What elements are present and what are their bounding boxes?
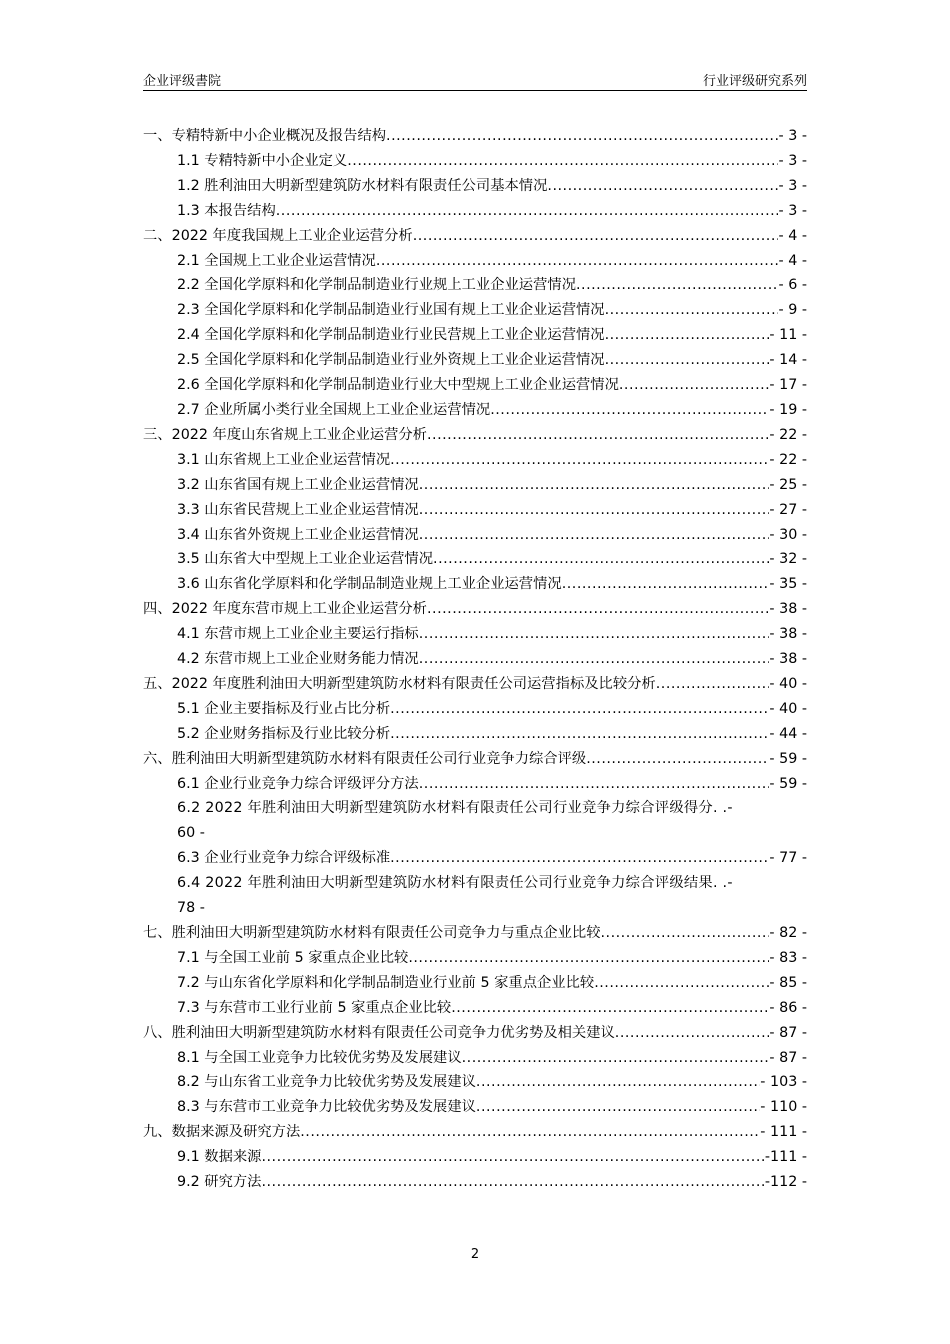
toc-section[interactable] <box>143 647 807 672</box>
toc-section[interactable] <box>143 1170 807 1195</box>
toc-entry-title: 6.3 企业行业竞争力综合评级标准 <box>177 850 391 867</box>
toc-entry-page: - 4 - <box>778 252 807 269</box>
toc-section[interactable] <box>143 273 807 298</box>
toc-section[interactable] <box>143 722 807 747</box>
toc-entry-page: - 19 - <box>769 401 807 418</box>
toc-entry-page: - 38 - <box>769 601 807 618</box>
toc-entry-title: 3.2 山东省国有规上工业企业运营情况 <box>177 476 419 493</box>
toc-section[interactable] <box>143 1070 807 1095</box>
toc-entry-title: 6.2 2022 年胜利油田大明新型建筑防水材料有限责任公司行业竞争力综合评级得分. .- <box>177 800 733 817</box>
toc-section[interactable] <box>143 323 807 348</box>
toc-entry-page: - 14 - <box>769 352 807 369</box>
toc-section[interactable] <box>143 1046 807 1071</box>
toc-entry-page: -111 - <box>764 1149 807 1166</box>
toc-dot-leader <box>419 772 770 797</box>
toc-chapter[interactable] <box>143 124 807 149</box>
toc-dot-leader <box>594 971 769 996</box>
toc-entry-page: - 6 - <box>778 277 807 294</box>
toc-entry-title: 1.1 专精特新中小企业定义 <box>177 152 348 169</box>
toc-chapter[interactable] <box>143 921 807 946</box>
toc-section[interactable] <box>143 249 807 274</box>
toc-chapter[interactable] <box>143 423 807 448</box>
header-series: 行业评级研究系列 <box>702 74 807 89</box>
toc-dot-leader <box>605 298 779 323</box>
toc-dot-leader <box>419 622 770 647</box>
toc-dot-leader <box>390 448 769 473</box>
toc-entry-title: 一、专精特新中小企业概况及报告结构 <box>143 128 387 144</box>
toc-chapter[interactable] <box>143 747 807 772</box>
toc-entry-title: 三、2022 年度山东省规上工业企业运营分析 <box>143 426 427 443</box>
toc-section[interactable] <box>143 448 807 473</box>
toc-section[interactable] <box>143 547 807 572</box>
toc-entry-page: - 22 - <box>769 451 807 468</box>
toc-entry-title: 3.1 山东省规上工业企业运营情况 <box>177 451 391 468</box>
toc-entry-title: 3.6 山东省化学原料和化学制品制造业规上工业企业运营情况 <box>177 576 562 593</box>
toc-entry-title: 4.1 东营市规上工业企业主要运行指标 <box>177 626 419 643</box>
toc-dot-leader <box>462 1046 770 1071</box>
toc-chapter[interactable] <box>143 1021 807 1046</box>
toc-entry-title: 八、胜利油田大明新型建筑防水材料有限责任公司竞争力优劣势及相关建议 <box>143 1024 615 1041</box>
toc-section[interactable] <box>143 523 807 548</box>
toc-entry-page: - 38 - <box>769 651 807 668</box>
toc-entry-title: 4.2 东营市规上工业企业财务能力情况 <box>177 651 419 668</box>
toc-section[interactable] <box>143 971 807 996</box>
toc-chapter[interactable] <box>143 672 807 697</box>
toc-dot-leader <box>419 473 770 498</box>
toc-dot-leader <box>433 547 769 572</box>
toc-section[interactable] <box>143 149 807 174</box>
toc-entry-title: 9.2 研究方法 <box>177 1174 262 1191</box>
toc-chapter[interactable] <box>143 224 807 249</box>
toc-entry-page: - 44 - <box>769 725 807 742</box>
toc-dot-leader <box>390 697 769 722</box>
toc-entry-title: 5.2 企业财务指标及行业比较分析 <box>177 725 391 742</box>
toc-entry-title: 九、数据来源及研究方法 <box>143 1124 301 1141</box>
toc-dot-leader <box>376 249 779 274</box>
toc-entry-page: - 83 - <box>769 949 807 966</box>
page-header <box>143 66 807 91</box>
toc-section[interactable] <box>143 846 807 871</box>
toc-entry-page: - 3 - <box>778 128 807 144</box>
toc-entry-title: 3.3 山东省民营规上工业企业运营情况 <box>177 501 419 518</box>
toc-entry-page: - 25 - <box>769 476 807 493</box>
toc-dot-leader <box>427 597 769 622</box>
toc-entry-page: - 27 - <box>769 501 807 518</box>
toc-entry-title: 5.1 企业主要指标及行业占比分析 <box>177 700 391 717</box>
toc-dot-leader <box>261 1145 764 1170</box>
toc-entry-page: - 110 - <box>760 1099 807 1116</box>
toc-dot-leader <box>547 174 778 199</box>
toc-entry-page: - 9 - <box>778 302 807 319</box>
toc-entry-title: 1.2 胜利油田大明新型建筑防水材料有限责任公司基本情况 <box>177 177 548 194</box>
table-of-contents <box>143 124 807 1195</box>
toc-entry-page: - 38 - <box>769 626 807 643</box>
toc-section[interactable] <box>143 1095 807 1120</box>
toc-section[interactable] <box>143 622 807 647</box>
toc-entry-page: - 87 - <box>769 1049 807 1066</box>
toc-entry-page: - 40 - <box>769 700 807 717</box>
toc-entry-title: 9.1 数据来源 <box>177 1149 262 1166</box>
toc-dot-leader <box>386 124 778 149</box>
toc-dot-leader <box>476 1070 760 1095</box>
toc-entry-page: - 59 - <box>769 775 807 792</box>
toc-section[interactable] <box>143 772 807 797</box>
toc-section[interactable] <box>143 398 807 423</box>
toc-entry-page: - 17 - <box>769 377 807 394</box>
toc-dot-leader <box>451 996 769 1021</box>
page-number: 2 <box>470 1247 480 1262</box>
toc-section[interactable] <box>143 498 807 523</box>
toc-dot-leader <box>427 423 769 448</box>
toc-section[interactable] <box>143 697 807 722</box>
toc-entry-title: 1.3 本报告结构 <box>177 202 276 219</box>
toc-entry-page: - 3 - <box>778 152 807 169</box>
toc-section[interactable] <box>143 871 807 921</box>
toc-entry-page: - 11 - <box>769 327 807 344</box>
toc-entry-title: 8.3 与东营市工业竞争力比较优劣势及发展建议 <box>177 1099 476 1116</box>
toc-dot-leader <box>490 398 769 423</box>
toc-section[interactable] <box>143 373 807 398</box>
toc-dot-leader <box>261 1170 764 1195</box>
toc-entry-title: 3.5 山东省大中型规上工业企业运营情况 <box>177 551 434 568</box>
toc-entry-title: 2.5 全国化学原料和化学制品制造业行业外资规上工业企业运营情况 <box>177 352 605 369</box>
toc-dot-leader <box>656 672 770 697</box>
toc-entry-page: - 4 - <box>778 227 807 244</box>
header-publisher: 企业评级書院 <box>143 74 222 89</box>
toc-dot-leader <box>419 647 770 672</box>
toc-entry-title: 四、2022 年度东营市规上工业企业运营分析 <box>143 601 427 618</box>
toc-entry-page: - 59 - <box>769 750 807 767</box>
toc-section[interactable] <box>143 796 807 846</box>
toc-entry-title: 2.7 企业所属小类行业全国规上工业企业运营情况 <box>177 401 491 418</box>
toc-dot-leader <box>476 1095 760 1120</box>
toc-dot-leader <box>276 199 779 224</box>
toc-entry-title: 2.3 全国化学原料和化学制品制造业行业国有规上工业企业运营情况 <box>177 302 605 319</box>
toc-entry-page: - 87 - <box>769 1024 807 1041</box>
toc-entry-page: - 111 - <box>760 1124 807 1141</box>
toc-section[interactable] <box>143 946 807 971</box>
toc-entry-page: 60 - <box>177 825 205 842</box>
toc-section[interactable] <box>143 174 807 199</box>
toc-entry-page: -112 - <box>764 1174 807 1191</box>
toc-entry-page: - 77 - <box>769 850 807 867</box>
toc-section[interactable] <box>143 298 807 323</box>
toc-entry-page: - 40 - <box>769 675 807 692</box>
toc-dot-leader <box>419 523 770 548</box>
toc-dot-leader <box>619 373 770 398</box>
toc-dot-leader <box>347 149 778 174</box>
toc-entry-title: 8.2 与山东省工业竞争力比较优劣势及发展建议 <box>177 1074 476 1091</box>
toc-dot-leader <box>300 1120 760 1145</box>
toc-dot-leader <box>605 323 770 348</box>
toc-dot-leader <box>390 722 769 747</box>
toc-entry-title: 二、2022 年度我国规上工业企业运营分析 <box>143 227 413 244</box>
toc-entry-page: - 3 - <box>778 202 807 219</box>
toc-dot-leader <box>576 273 778 298</box>
toc-entry-title: 五、2022 年度胜利油田大明新型建筑防水材料有限责任公司运营指标及比较分析 <box>143 675 656 692</box>
toc-entry-page: 78 - <box>177 900 205 917</box>
toc-entry-page: - 32 - <box>769 551 807 568</box>
toc-chapter[interactable] <box>143 597 807 622</box>
toc-section[interactable] <box>143 473 807 498</box>
toc-dot-leader <box>562 572 770 597</box>
toc-entry-page: - 85 - <box>769 974 807 991</box>
toc-entry-title: 6.1 企业行业竞争力综合评级评分方法 <box>177 775 419 792</box>
toc-entry-title: 六、胜利油田大明新型建筑防水材料有限责任公司行业竞争力综合评级 <box>143 750 587 767</box>
toc-entry-title: 7.1 与全国工业前 5 家重点企业比较 <box>177 949 409 966</box>
toc-section[interactable] <box>143 996 807 1021</box>
toc-section[interactable] <box>143 1145 807 1170</box>
toc-section[interactable] <box>143 199 807 224</box>
toc-entry-title: 6.4 2022 年胜利油田大明新型建筑防水材料有限责任公司行业竞争力综合评级结果. .- <box>177 875 733 892</box>
toc-entry-title: 2.2 全国化学原料和化学制品制造业行业规上工业企业运营情况 <box>177 277 576 294</box>
toc-dot-leader <box>601 921 770 946</box>
toc-entry-title: 2.1 全国规上工业企业运营情况 <box>177 252 376 269</box>
toc-chapter[interactable] <box>143 1120 807 1145</box>
toc-dot-leader <box>605 348 770 373</box>
toc-entry-title: 3.4 山东省外资规上工业企业运营情况 <box>177 526 419 543</box>
toc-dot-leader <box>586 747 769 772</box>
toc-entry-title: 7.3 与东营市工业行业前 5 家重点企业比较 <box>177 999 452 1016</box>
toc-entry-title: 七、胜利油田大明新型建筑防水材料有限责任公司竞争力与重点企业比较 <box>143 925 601 941</box>
toc-entry-page: - 22 - <box>769 426 807 443</box>
toc-section[interactable] <box>143 572 807 597</box>
toc-dot-leader <box>408 946 769 971</box>
toc-entry-title: 7.2 与山东省化学原料和化学制品制造业行业前 5 家重点企业比较 <box>177 974 595 991</box>
toc-entry-page: - 86 - <box>769 999 807 1016</box>
toc-dot-leader <box>419 498 770 523</box>
toc-dot-leader <box>390 846 769 871</box>
toc-dot-leader <box>615 1021 770 1046</box>
toc-dot-leader <box>413 224 779 249</box>
toc-entry-page: - 103 - <box>760 1074 807 1091</box>
toc-entry-page: - 35 - <box>769 576 807 593</box>
toc-entry-title: 8.1 与全国工业竞争力比较优劣势及发展建议 <box>177 1049 462 1066</box>
toc-entry-page: - 30 - <box>769 526 807 543</box>
toc-entry-title: 2.6 全国化学原料和化学制品制造业行业大中型规上工业企业运营情况 <box>177 377 619 394</box>
toc-entry-page: - 3 - <box>778 177 807 194</box>
toc-entry-page: - 82 - <box>769 925 807 941</box>
toc-entry-title: 2.4 全国化学原料和化学制品制造业行业民营规上工业企业运营情况 <box>177 327 605 344</box>
toc-section[interactable] <box>143 348 807 373</box>
